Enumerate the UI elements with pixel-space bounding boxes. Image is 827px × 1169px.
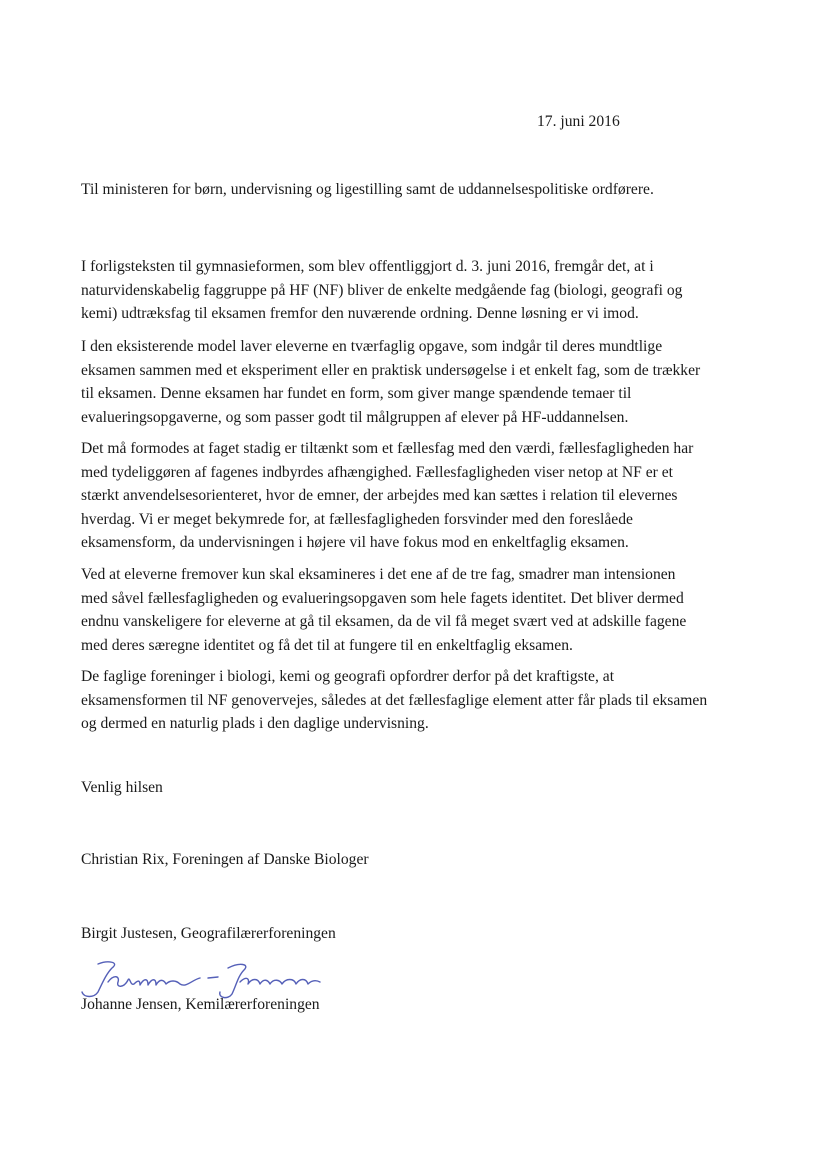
paragraph-line: og dermed en naturlig plads i den daglige undervisning. <box>81 715 429 732</box>
paragraph-line: Det må formodes at faget stadig er tiltænkt som et fællesfag med den værdi, fællesfagligheden har <box>81 440 694 457</box>
paragraph-1 <box>81 255 682 326</box>
paragraph-3 <box>81 437 693 555</box>
paragraph-line: med såvel fællesfagligheden og evalueringsopgaven som hele fagets identitet. Det bliver dermed <box>81 589 684 607</box>
paragraph-line: stærkt anvendelsesorienteret, hvor de emner, der arbejdes med kan sættes i relation til elevernes <box>81 487 678 504</box>
paragraph-line: med tydeliggøren af fagenes indbyrdes afhængighed. Fællesfagligheden viser netop at NF er et <box>81 463 673 481</box>
paragraph-line: med deres særegne identitet og få det til at fungere til en enkeltfaglig eksamen. <box>81 636 573 654</box>
letter-date: 17. juni 2016 <box>537 113 620 130</box>
paragraph-line: I den eksisterende model laver eleverne en tværfaglig opgave, som indgår til deres mundtlige <box>81 338 663 355</box>
paragraph-line: naturvidenskabelig faggruppe på HF (NF) bliver de enkelte medgående fag (biologi, geografi og <box>81 281 683 299</box>
paragraph-line: til eksamen. Denne eksamen har fundet en form, som giver mange spændende temaer til <box>81 385 632 402</box>
paragraph-4 <box>81 563 686 657</box>
paragraph-line: I forligsteksten til gymnasieformen, som blev offentliggjort d. 3. juni 2016, fremgår det, at i <box>81 258 654 275</box>
paragraph-5 <box>81 665 707 736</box>
paragraph-line: Ved at eleverne fremover kun skal eksamineres i det ene af de tre fag, smadrer man intensionen <box>81 566 676 583</box>
closing-greeting: Venlig hilsen <box>81 779 163 796</box>
signer-biologi: Christian Rix, Foreningen af Danske Biologer <box>81 851 369 868</box>
paragraph-2 <box>81 335 700 429</box>
paragraph-line: hverdag. Vi er meget bekymrede for, at fællesfagligheden forsvinder med den foreslåede <box>81 510 633 528</box>
paragraph-line: kemi) udtræksfag til eksamen fremfor den nuværende ordning. Denne løsning er vi imod. <box>81 305 639 322</box>
signer-geografi: Birgit Justesen, Geografilærerforeningen <box>81 925 336 942</box>
paragraph-line: De faglige foreninger i biologi, kemi og geografi opfordrer derfor på det kraftigste, at <box>81 668 615 685</box>
paragraph-line: eksamensformen til NF genovervejes, således at det fællesfaglige element atter får plads til eksamen <box>81 691 708 709</box>
paragraph-line: eksamensform, da undervisningen i højere vil have fokus mod en enkeltfaglig eksamen. <box>81 534 629 551</box>
paragraph-line: endnu vanskeligere for eleverne at gå til eksamen, da de vil få meget svært ved at adskille fagene <box>81 613 687 630</box>
paragraph-line: eksamen sammen med et eksperiment eller en praktisk undersøgelse i et enkelt fag, som de trækker <box>81 361 701 379</box>
signer-kemi: Johanne Jensen, Kemilærerforeningen <box>81 996 320 1013</box>
letter-addressee: Til ministeren for børn, undervisning og ligestilling samt de uddannelsespolitiske ordførere. <box>81 181 654 198</box>
paragraph-line: evalueringsopgaverne, og som passer godt til målgruppen af elever på HF-uddannelsen. <box>81 408 629 426</box>
